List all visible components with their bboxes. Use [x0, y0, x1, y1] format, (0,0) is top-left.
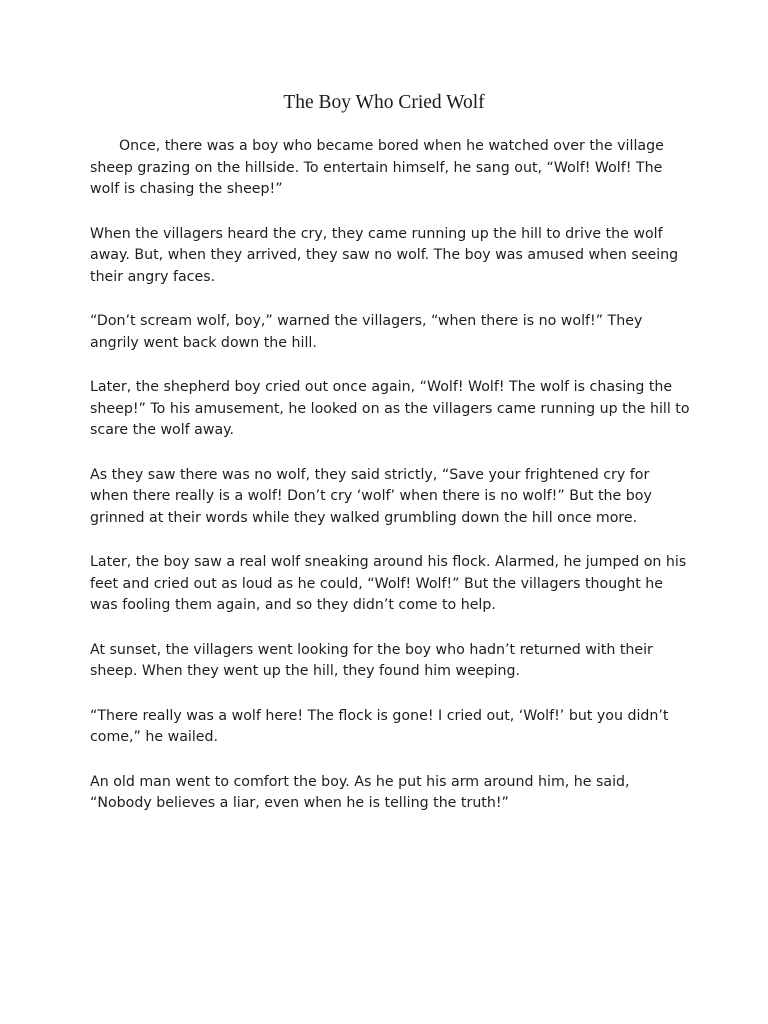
paragraph: An old man went to comfort the boy. As he put his arm around him, he said, “Nobody believes a liar, even when he is telling the truth!”	[90, 773, 630, 811]
paragraph: As they saw there was no wolf, they said strictly, “Save your frightened cry for when there really is a wolf! Don’t cry ‘wolf’ when there is no wolf!” But the boy grinned at their words while they walked grumbling down the hill once more.	[90, 466, 652, 526]
paragraph: Later, the shepherd boy cried out once again, “Wolf! Wolf! The wolf is chasing the sheep!” To his amusement, he looked on as the villagers came running up the hill to scare the wolf away.	[90, 379, 690, 438]
paragraph: Once, there was a boy who became bored when he watched over the village sheep grazing on the hillside. To entertain himself, he sang out, “Wolf! Wolf! The wolf is chasing the sheep!”	[90, 138, 664, 197]
page-title: The Boy Who Cried Wolf	[283, 92, 485, 113]
story-body	[90, 136, 690, 838]
paragraph: Later, the boy saw a real wolf sneaking around his flock. Alarmed, he jumped on his feet and cried out as loud as he could, “Wolf! Wolf!” But the villagers thought he was fooling them again, and so they didn’t come to help.	[90, 554, 687, 613]
paragraph: At sunset, the villagers went looking for the boy who hadn’t returned with their sheep. When they went up the hill, they found him weeping.	[90, 641, 653, 679]
paragraph: When the villagers heard the cry, they came running up the hill to drive the wolf away. But, when they arrived, they saw no wolf. The boy was amused when seeing their angry faces.	[90, 225, 679, 285]
paragraph: “There really was a wolf here! The flock is gone! I cried out, ‘Wolf!’ but you didn’t come,” he wailed.	[90, 707, 669, 745]
paragraph: “Don’t scream wolf, boy,” warned the villagers, “when there is no wolf!” They angrily went back down the hill.	[90, 313, 643, 351]
